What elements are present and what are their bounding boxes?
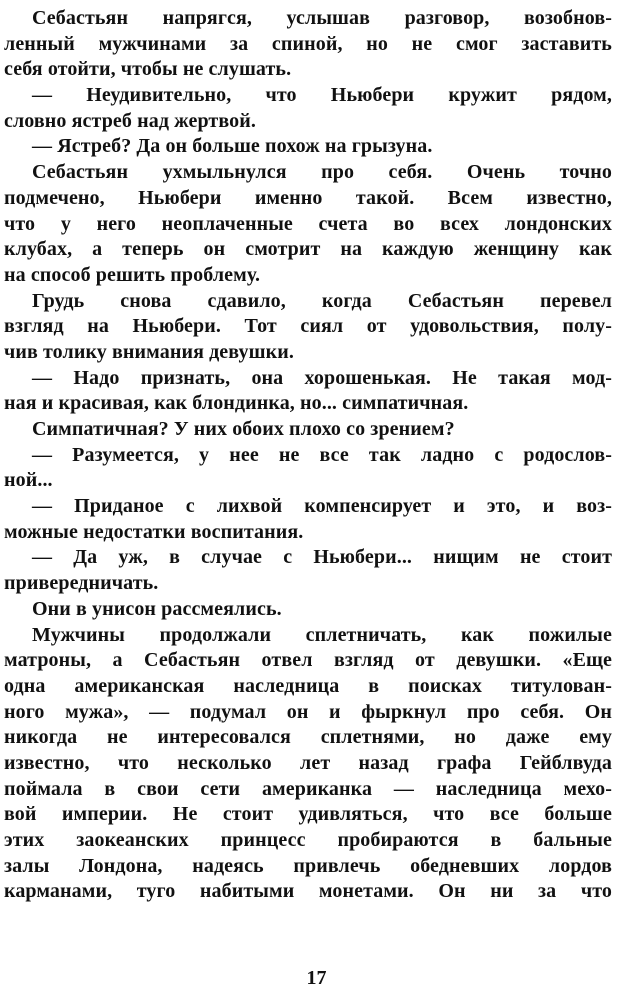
text-line: подмечено, Ньюбери именно такой. Всем известно,	[4, 186, 612, 209]
text-line: клубах, а теперь он смотрит на каждую женщину как	[4, 238, 612, 261]
text-line: никогда не интересовался сплетнями, но даже ему	[4, 726, 612, 749]
text-line: — Разумеется, у нее не все так ладно с родослов-	[32, 443, 612, 466]
paragraph	[4, 6, 612, 83]
text-line: поймала в свои сети американка — наследница мехо-	[4, 777, 612, 800]
body-text	[4, 6, 612, 905]
text-line: Грудь снова сдавило, когда Себастьян перевел	[32, 289, 612, 312]
text-line: себя отойти, чтобы не слушать.	[4, 58, 292, 81]
text-line: — Приданое с лихвой компенсирует и это, и воз-	[32, 495, 612, 518]
text-line: ного мужа», — подумал он и фыркнул про себя. Он	[4, 700, 612, 723]
text-line: можные недостатки воспитания.	[4, 520, 304, 543]
text-line: известно, что несколько лет назад графа Гейблвуда	[4, 751, 612, 774]
text-line: что у него неоплаченные счета во всех лондонских	[4, 212, 612, 235]
text-line: Мужчины продолжали сплетничать, как пожилые	[32, 623, 612, 646]
text-line: — Неудивительно, что Ньюбери кружит рядом,	[32, 84, 612, 107]
paragraph	[4, 545, 612, 596]
text-line: чив толику внимания девушки.	[4, 340, 294, 363]
text-line: Они в унисон рассмеялись.	[32, 597, 282, 620]
paragraph	[4, 160, 612, 288]
paragraph	[4, 134, 612, 160]
paragraph	[4, 83, 612, 134]
paragraph	[4, 494, 612, 545]
text-line: — Надо признать, она хорошенькая. Не такая мод-	[32, 366, 612, 389]
text-line: одна американская наследница в поисках титулован-	[4, 674, 612, 697]
text-line: Себастьян напрягся, услышав разговор, возобнов-	[32, 7, 612, 29]
text-line: ленный мужчинами за спиной, но не смог заставить	[4, 32, 612, 55]
text-line: залы Лондона, надеясь привлечь обедневших лордов	[4, 854, 612, 877]
text-line: этих заокеанских принцесс пробираются в бальные	[4, 829, 612, 851]
text-line: карманами, туго набитыми монетами. Он ни за что	[4, 880, 612, 903]
paragraph	[4, 443, 612, 494]
paragraph	[4, 289, 612, 366]
text-line: словно ястреб над жертвой.	[4, 109, 256, 132]
text-line: ной...	[4, 469, 53, 492]
text-line: привередничать.	[4, 572, 159, 595]
paragraph	[4, 623, 612, 906]
paragraph	[4, 597, 612, 623]
paragraph	[4, 366, 612, 417]
text-line: на способ решить проблему.	[4, 263, 261, 286]
text-line: Симпатичная? У них обоих плохо со зрением?	[32, 418, 455, 440]
text-line: взгляд на Ньюбери. Тот сиял от удовольствия, полу-	[4, 315, 612, 338]
text-line: ная и красивая, как блондинка, но... симпатичная.	[4, 392, 469, 415]
text-line: — Ястреб? Да он больше похож на грызуна.	[32, 135, 433, 158]
paragraph	[4, 417, 612, 443]
page-number: 17	[306, 967, 327, 989]
text-line: матроны, а Себастьян отвел взгляд от девушки. «Еще	[4, 649, 612, 672]
text-line: вой империи. Не стоит удивляться, что все больше	[4, 803, 612, 826]
text-line: Себастьян ухмыльнулся про себя. Очень точно	[32, 161, 612, 184]
text-line: — Да уж, в случае с Ньюбери... нищим не стоит	[32, 546, 612, 569]
